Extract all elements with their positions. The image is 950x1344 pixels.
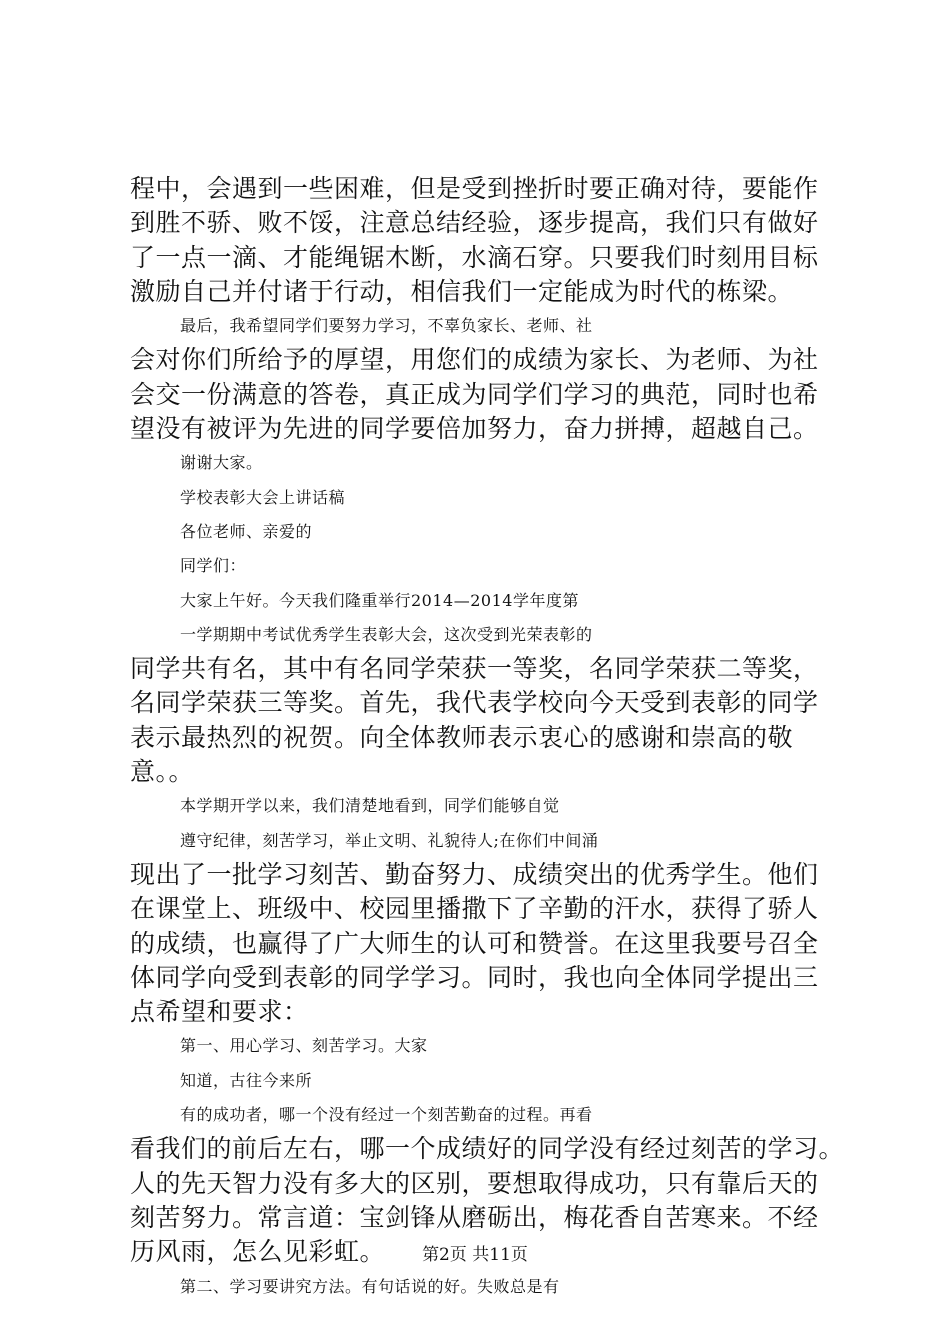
text-line: 学校表彰大会上讲话稿 bbox=[180, 487, 346, 507]
text-line: 历风雨，怎么见彩虹。 bbox=[130, 1237, 386, 1267]
text-line: 的成绩，也赢得了广大师生的认可和赞誉。在这里我要号召全 bbox=[130, 928, 819, 958]
text-line: 刻苦努力。常言道：宝剑锋从磨砺出，梅花香自苦寒来。不经 bbox=[130, 1202, 819, 1232]
text-line: 了一点一滴、才能绳锯木断，水滴石穿。只要我们时刻用目标 bbox=[130, 242, 819, 272]
text-line: 表示最热烈的祝贺。向全体教师表示衷心的感谢和崇高的敬 bbox=[130, 722, 794, 752]
text-line: 看我们的前后左右，哪一个成绩好的同学没有经过刻苦的学习。 bbox=[130, 1134, 845, 1164]
text-line: 激励自己并付诸于行动，相信我们一定能成为时代的栋梁。 bbox=[130, 276, 794, 306]
body-text bbox=[130, 172, 850, 1304]
text-line: 体同学向受到表彰的同学学习。同时，我也向全体同学提出三 bbox=[130, 962, 819, 992]
text-line: 知道，古往今来所 bbox=[180, 1070, 313, 1090]
page-number-footer: 第2页 共11页 bbox=[422, 1245, 528, 1265]
text-line: 到胜不骄、败不馁，注意总结经验，逐步提高，我们只有做好 bbox=[130, 208, 819, 238]
text-line: 点希望和要求： bbox=[130, 997, 309, 1027]
text-line: 会对你们所给予的厚望，用您们的成绩为家长、为老师、为社 bbox=[130, 345, 819, 375]
text-line: 望没有被评为先进的同学要倍加努力，奋力拼搏，超越自己。 bbox=[130, 414, 819, 444]
text-line: 在课堂上、班级中、校园里播撒下了辛勤的汗水，获得了骄人 bbox=[130, 894, 819, 924]
text-line: 现出了一批学习刻苦、勤奋努力、成绩突出的优秀学生。他们 bbox=[130, 859, 819, 889]
text-line: 各位老师、亲爱的 bbox=[180, 521, 313, 541]
text-line: 遵守纪律，刻苦学习，举止文明、礼貌待人;在你们中间涌 bbox=[180, 830, 599, 850]
text-line: 谢谢大家。 bbox=[180, 453, 263, 473]
text-line: 同学们： bbox=[180, 556, 247, 576]
text-line: 同学共有名，其中有名同学荣获一等奖，名同学荣获二等奖， bbox=[130, 654, 819, 684]
text-line: 第一、用心学习、刻苦学习。大家 bbox=[180, 1036, 428, 1056]
text-line: 程中，会遇到一些困难，但是受到挫折时要正确对待，要能作 bbox=[130, 174, 819, 203]
text-line: 本学期开学以来，我们清楚地看到，同学们能够自觉 bbox=[180, 796, 560, 816]
text-line: 人的先天智力没有多大的区别，要想取得成功，只有靠后天的 bbox=[130, 1168, 819, 1198]
text-line: 第二、学习要讲究方法。有句话说的好。失败总是有 bbox=[180, 1276, 560, 1296]
text-line: 名同学荣获三等奖。首先，我代表学校向今天受到表彰的同学 bbox=[130, 688, 819, 718]
text-line: 大家上午好。今天我们隆重举行2014—2014学年度第 bbox=[180, 590, 579, 610]
text-line: 一学期期中考试优秀学生表彰大会，这次受到光荣表彰的 bbox=[180, 624, 593, 644]
text-line: 最后，我希望同学们要努力学习，不辜负家长、老师、社 bbox=[180, 316, 593, 336]
text-line: 会交一份满意的答卷，真正成为同学们学习的典范，同时也希 bbox=[130, 379, 819, 409]
text-line: 意。。 bbox=[130, 757, 195, 787]
text-line: 有的成功者，哪一个没有经过一个刻苦勤奋的过程。再看 bbox=[180, 1105, 593, 1125]
